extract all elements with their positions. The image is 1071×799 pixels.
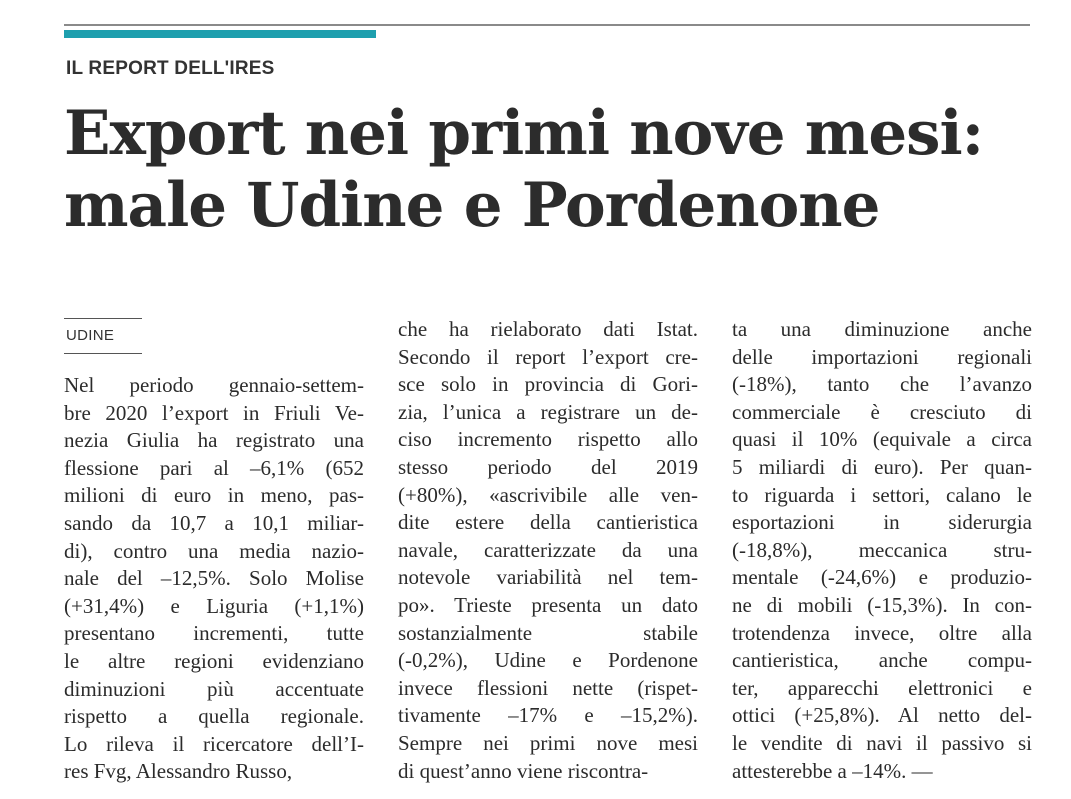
headline (64, 98, 983, 242)
article-line: attesterebbe a –14%. — (732, 758, 933, 783)
article-line: mentale (-24,6%) e produzio- (732, 565, 1032, 590)
article-line: le altre regioni evidenziano (64, 648, 364, 673)
article-line: di quest’anno viene riscontra- (398, 758, 649, 783)
article-line: Lo rileva il ricercatore dell’I- (64, 731, 364, 756)
article-line: (-0,2%), Udine e Pordenone (398, 648, 698, 673)
article-line: diminuzioni più accentuate (64, 676, 364, 701)
article-column-2 (398, 316, 698, 785)
dateline-rule-top (64, 318, 142, 319)
section-accent-bar (64, 30, 376, 38)
article-line: nezia Giulia ha registrato una (64, 428, 364, 453)
headline-line-1: Export nei primi nove mesi: (64, 98, 984, 169)
article-line: res Fvg, Alessandro Russo, (64, 759, 293, 784)
article-line: sostanzialmente stabile (398, 620, 698, 645)
article-column-3 (732, 316, 1032, 785)
article-line: ciso incremento rispetto allo (398, 427, 698, 452)
article-line: notevole variabilità nel tem- (398, 565, 698, 590)
article-line: flessione pari al –6,1% (652 (64, 455, 364, 480)
article-line: (+31,4%) e Liguria (+1,1%) (64, 593, 364, 618)
article-line: delle importazioni regionali (732, 344, 1032, 369)
article-line: ter, apparecchi elettronici e (732, 675, 1032, 700)
article-line: cantieristica, anche compu- (732, 648, 1032, 673)
article-line: presentano incrementi, tutte (64, 621, 364, 646)
article-line: le vendite di navi il passivo si (732, 730, 1032, 755)
dateline-rule-bottom (64, 353, 142, 354)
article-line: commerciale è cresciuto di (732, 399, 1032, 424)
article-line: Nel periodo gennaio-settem- (64, 373, 364, 397)
dateline: UDINE (66, 327, 115, 344)
article-line: ta una diminuzione anche (732, 317, 1032, 341)
article-line: Sempre nei primi nove mesi (398, 730, 698, 755)
article-line: Secondo il report l’export cre- (398, 344, 698, 369)
article-line: 5 miliardi di euro). Per quan- (732, 454, 1032, 479)
article-line: sce solo in provincia di Gori- (398, 372, 698, 397)
article-line: ne di mobili (-15,3%). In con- (732, 592, 1032, 617)
article-line: dite estere della cantieristica (398, 510, 698, 535)
article-line: bre 2020 l’export in Friuli Ve- (64, 400, 364, 425)
article-line: quasi il 10% (equivale a circa (732, 427, 1032, 452)
article-column-1 (64, 372, 364, 786)
article-line: (-18%), tanto che l’avanzo (732, 372, 1032, 397)
kicker: IL REPORT DELL'IRES (66, 58, 275, 79)
article-line: to riguarda i settori, calano le (732, 482, 1032, 507)
article-line: milioni di euro in meno, pas- (64, 483, 364, 508)
article-line: zia, l’unica a registrare un de- (398, 399, 698, 424)
article-line: invece flessioni nette (rispet- (398, 675, 698, 700)
top-rule (64, 24, 1030, 26)
headline-line-2: male Udine e Pordenone (64, 170, 880, 241)
article-line: (-18,8%), meccanica stru- (732, 537, 1032, 562)
article-line: tivamente –17% e –15,2%). (398, 703, 698, 728)
article-line: che ha rielaborato dati Istat. (398, 317, 698, 341)
article-line: trotendenza invece, oltre alla (732, 620, 1032, 645)
article-line: po». Trieste presenta un dato (398, 592, 698, 617)
article-line: nale del –12,5%. Solo Molise (64, 566, 364, 591)
article-line: navale, caratterizzate da una (398, 537, 698, 562)
article-line: di), contro una media nazio- (64, 538, 364, 563)
article-line: rispetto a quella regionale. (64, 704, 364, 729)
article-line: stesso periodo del 2019 (398, 454, 698, 479)
article-line: ottici (+25,8%). Al netto del- (732, 703, 1032, 728)
article-line: sando da 10,7 a 10,1 miliar- (64, 510, 364, 535)
article-line: (+80%), «ascrivibile alle ven- (398, 482, 698, 507)
article-line: esportazioni in siderurgia (732, 510, 1032, 535)
